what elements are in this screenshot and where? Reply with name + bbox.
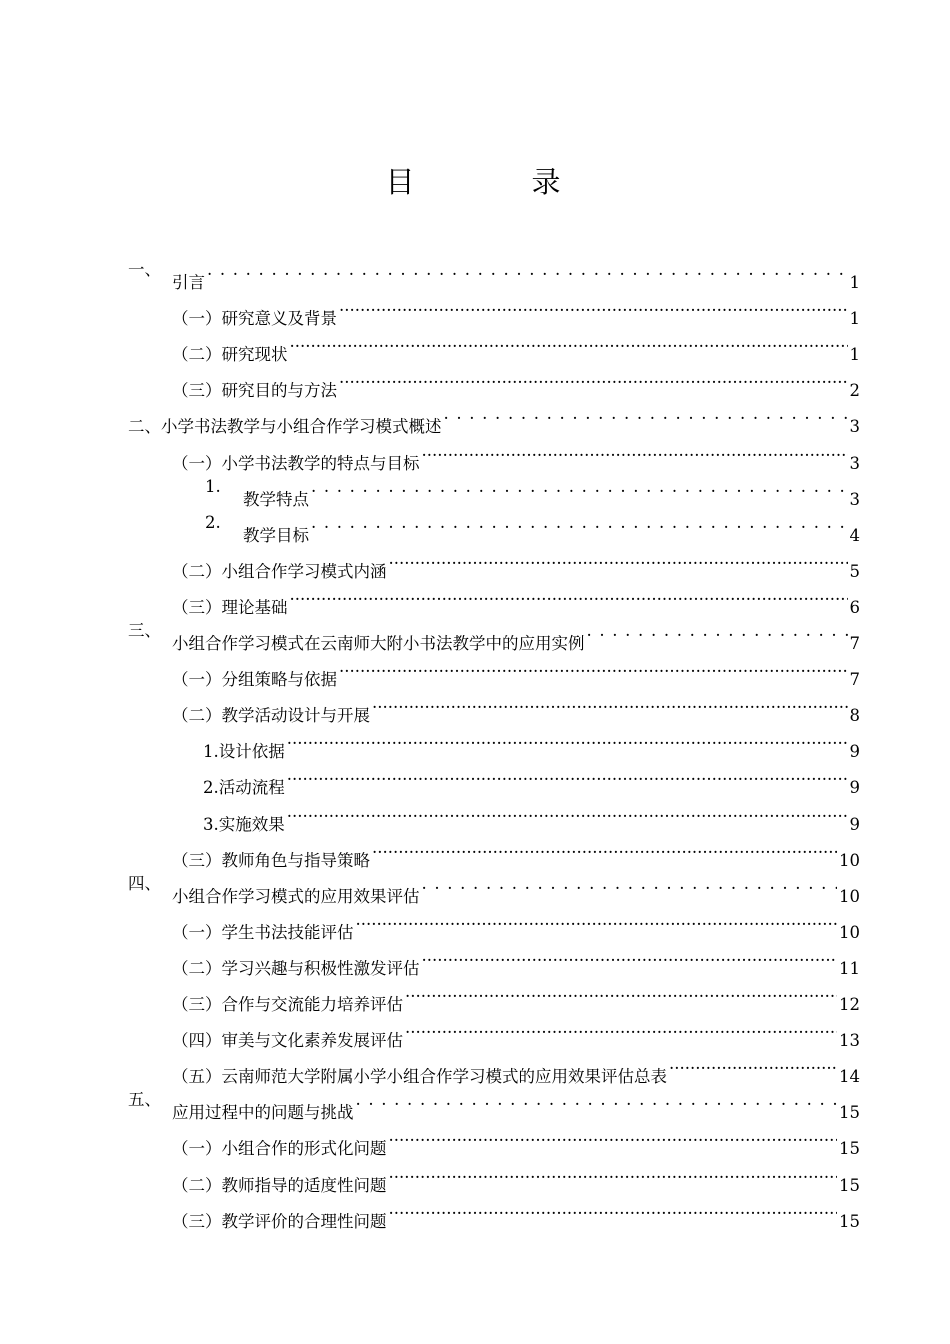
toc-entry[interactable] [0,649,950,690]
toc-entry-page-number: 1 [849,309,860,329]
toc-entry-page-number: 1 [849,273,860,292]
toc-entry-title: （一）小组合作的形式化问题 [172,1139,387,1159]
toc-entry-page-number: 9 [849,814,860,834]
toc-dot-leader [389,541,848,577]
toc-entry[interactable] [0,433,950,473]
toc-entry-title: （三）理论基础 [172,597,288,617]
toc-dot-leader [444,396,848,432]
toc-entry-title: （二）教师指导的适度性问题 [172,1175,387,1195]
toc-dot-leader [290,577,848,613]
toc-entry[interactable] [0,721,950,762]
toc-entry[interactable] [0,396,950,437]
toc-entry-title: 应用过程中的问题与挑战 [172,1103,354,1123]
toc-entry-page-number: 3 [849,417,860,437]
toc-entry-title: （三）教学评价的合理性问题 [172,1211,387,1231]
toc-entry[interactable] [0,1046,950,1087]
toc-entry[interactable] [0,1082,950,1123]
toc-entry[interactable] [0,505,950,545]
toc-entry-title: （一）研究意义及背景 [172,309,337,329]
toc-entry[interactable] [0,974,950,1014]
toc-entry-page-number: 6 [849,597,860,617]
toc-dot-leader [356,1082,838,1118]
toc-entry-title: （三）教师角色与指导策略 [172,850,370,870]
toc-entry-number: 2. [205,512,221,532]
toc-entry[interactable] [0,469,950,509]
toc-dot-leader [372,830,837,866]
toc-entry[interactable] [0,794,950,834]
toc-entry-page-number: 15 [839,1211,860,1231]
toc-entry-title: （三）合作与交流能力培养评估 [172,995,403,1014]
toc-dot-leader [389,1118,838,1154]
toc-entry-page-number: 7 [849,634,860,653]
toc-entry-title: （一）小学书法教学的特点与目标 [172,453,420,473]
toc-entry[interactable] [0,830,950,870]
toc-dot-leader [290,324,848,360]
toc-dot-leader [287,794,848,830]
toc-entry[interactable] [0,1118,950,1159]
toc-entry-title: 小组合作学习模式的应用效果评估 [172,886,420,906]
toc-entry[interactable] [0,360,950,401]
toc-dot-leader [339,288,848,324]
toc-entry-title: 引言 [172,273,205,292]
toc-entry-title: （四）审美与文化素养发展评估 [172,1031,403,1051]
toc-entry-page-number: 10 [839,886,860,906]
toc-entry-title: 1.设计依据 [203,742,285,762]
toc-entry[interactable] [0,938,950,978]
toc-dot-leader [207,252,848,288]
toc-dot-leader [311,505,848,541]
toc-entry-number: 三、 [128,621,161,640]
toc-entry-title: 教学目标 [243,525,309,545]
toc-entry-title: （一）学生书法技能评估 [172,922,354,942]
toc-entry-page-number: 2 [849,381,860,401]
toc-entry-page-number: 15 [839,1175,860,1195]
toc-entry[interactable] [0,288,950,329]
toc-entry-page-number: 10 [839,850,860,870]
toc-entry[interactable] [0,685,950,726]
toc-dot-leader [405,1010,837,1046]
toc-dot-leader [389,1155,838,1191]
page-title: 目 录 [385,165,605,199]
toc-dot-leader [287,721,848,757]
toc-entry-title: 2.活动流程 [203,778,285,798]
toc-entry[interactable] [0,613,950,653]
toc-entry-page-number: 4 [849,525,860,545]
toc-entry-page-number: 3 [849,453,860,473]
toc-entry-title: （二）学习兴趣与积极性激发评估 [172,958,420,978]
toc-entry-page-number: 13 [839,1031,860,1051]
toc-entry-title: （二）教学活动设计与开展 [172,706,370,726]
toc-entry-page-number: 10 [839,922,860,942]
toc-entry-number: 一、 [128,260,161,279]
toc-entry-page-number: 7 [849,670,860,690]
toc-entry-title: （一）分组策略与依据 [172,670,337,690]
toc-entry-page-number: 9 [849,742,860,762]
toc-dot-leader [389,1191,838,1227]
toc-entry-page-number: 15 [839,1103,860,1123]
toc-entry-page-number: 3 [849,489,860,509]
toc-dot-leader [405,974,837,1010]
toc-dot-leader [339,649,848,685]
toc-entry[interactable] [0,577,950,617]
toc-dot-leader [422,866,838,902]
toc-entry-title: （五）云南师范大学附属小学小组合作学习模式的应用效果评估总表 [172,1067,667,1087]
toc-entry-title: 小组合作学习模式在云南师大附小书法教学中的应用实例 [172,634,585,653]
toc-entry[interactable] [0,252,950,292]
toc-entry[interactable] [0,541,950,581]
toc-entry-page-number: 9 [849,778,860,798]
toc-entry[interactable] [0,866,950,906]
toc-dot-leader [287,757,848,793]
toc-entry[interactable] [0,1010,950,1051]
toc-entry[interactable] [0,1155,950,1195]
toc-entry[interactable] [0,902,950,942]
toc-entry-page-number: 12 [839,995,860,1014]
toc-dot-leader [422,938,838,974]
toc-entry-title: （二）研究现状 [172,345,288,365]
toc-entry-page-number: 14 [839,1067,860,1087]
toc-entry-page-number: 11 [839,958,860,978]
toc-entry-number: 四、 [128,873,161,893]
toc-entry-title: （三）研究目的与方法 [172,381,337,401]
toc-entry[interactable] [0,1191,950,1231]
toc-entry[interactable] [0,757,950,798]
toc-dot-leader [339,360,848,396]
toc-entry-title: 教学特点 [243,489,309,509]
toc-dot-leader [311,469,848,505]
toc-dot-leader [669,1046,837,1082]
toc-dot-leader [587,613,848,649]
toc-entry-page-number: 15 [839,1139,860,1159]
toc-entry-number: 1. [205,476,221,496]
toc-entry-page-number: 5 [849,561,860,581]
toc-entry-number: 五、 [128,1090,161,1110]
toc-dot-leader [422,433,848,469]
toc-dot-leader [356,902,838,938]
toc-dot-leader [372,685,848,721]
toc-entry-title: 二、小学书法教学与小组合作学习模式概述 [128,417,442,437]
toc-entry-title: 3.实施效果 [203,814,285,834]
toc-entry-title: （二）小组合作学习模式内涵 [172,561,387,581]
toc-entry-page-number: 8 [849,706,860,726]
toc-entry[interactable] [0,324,950,365]
toc-entry-page-number: 1 [849,345,860,365]
